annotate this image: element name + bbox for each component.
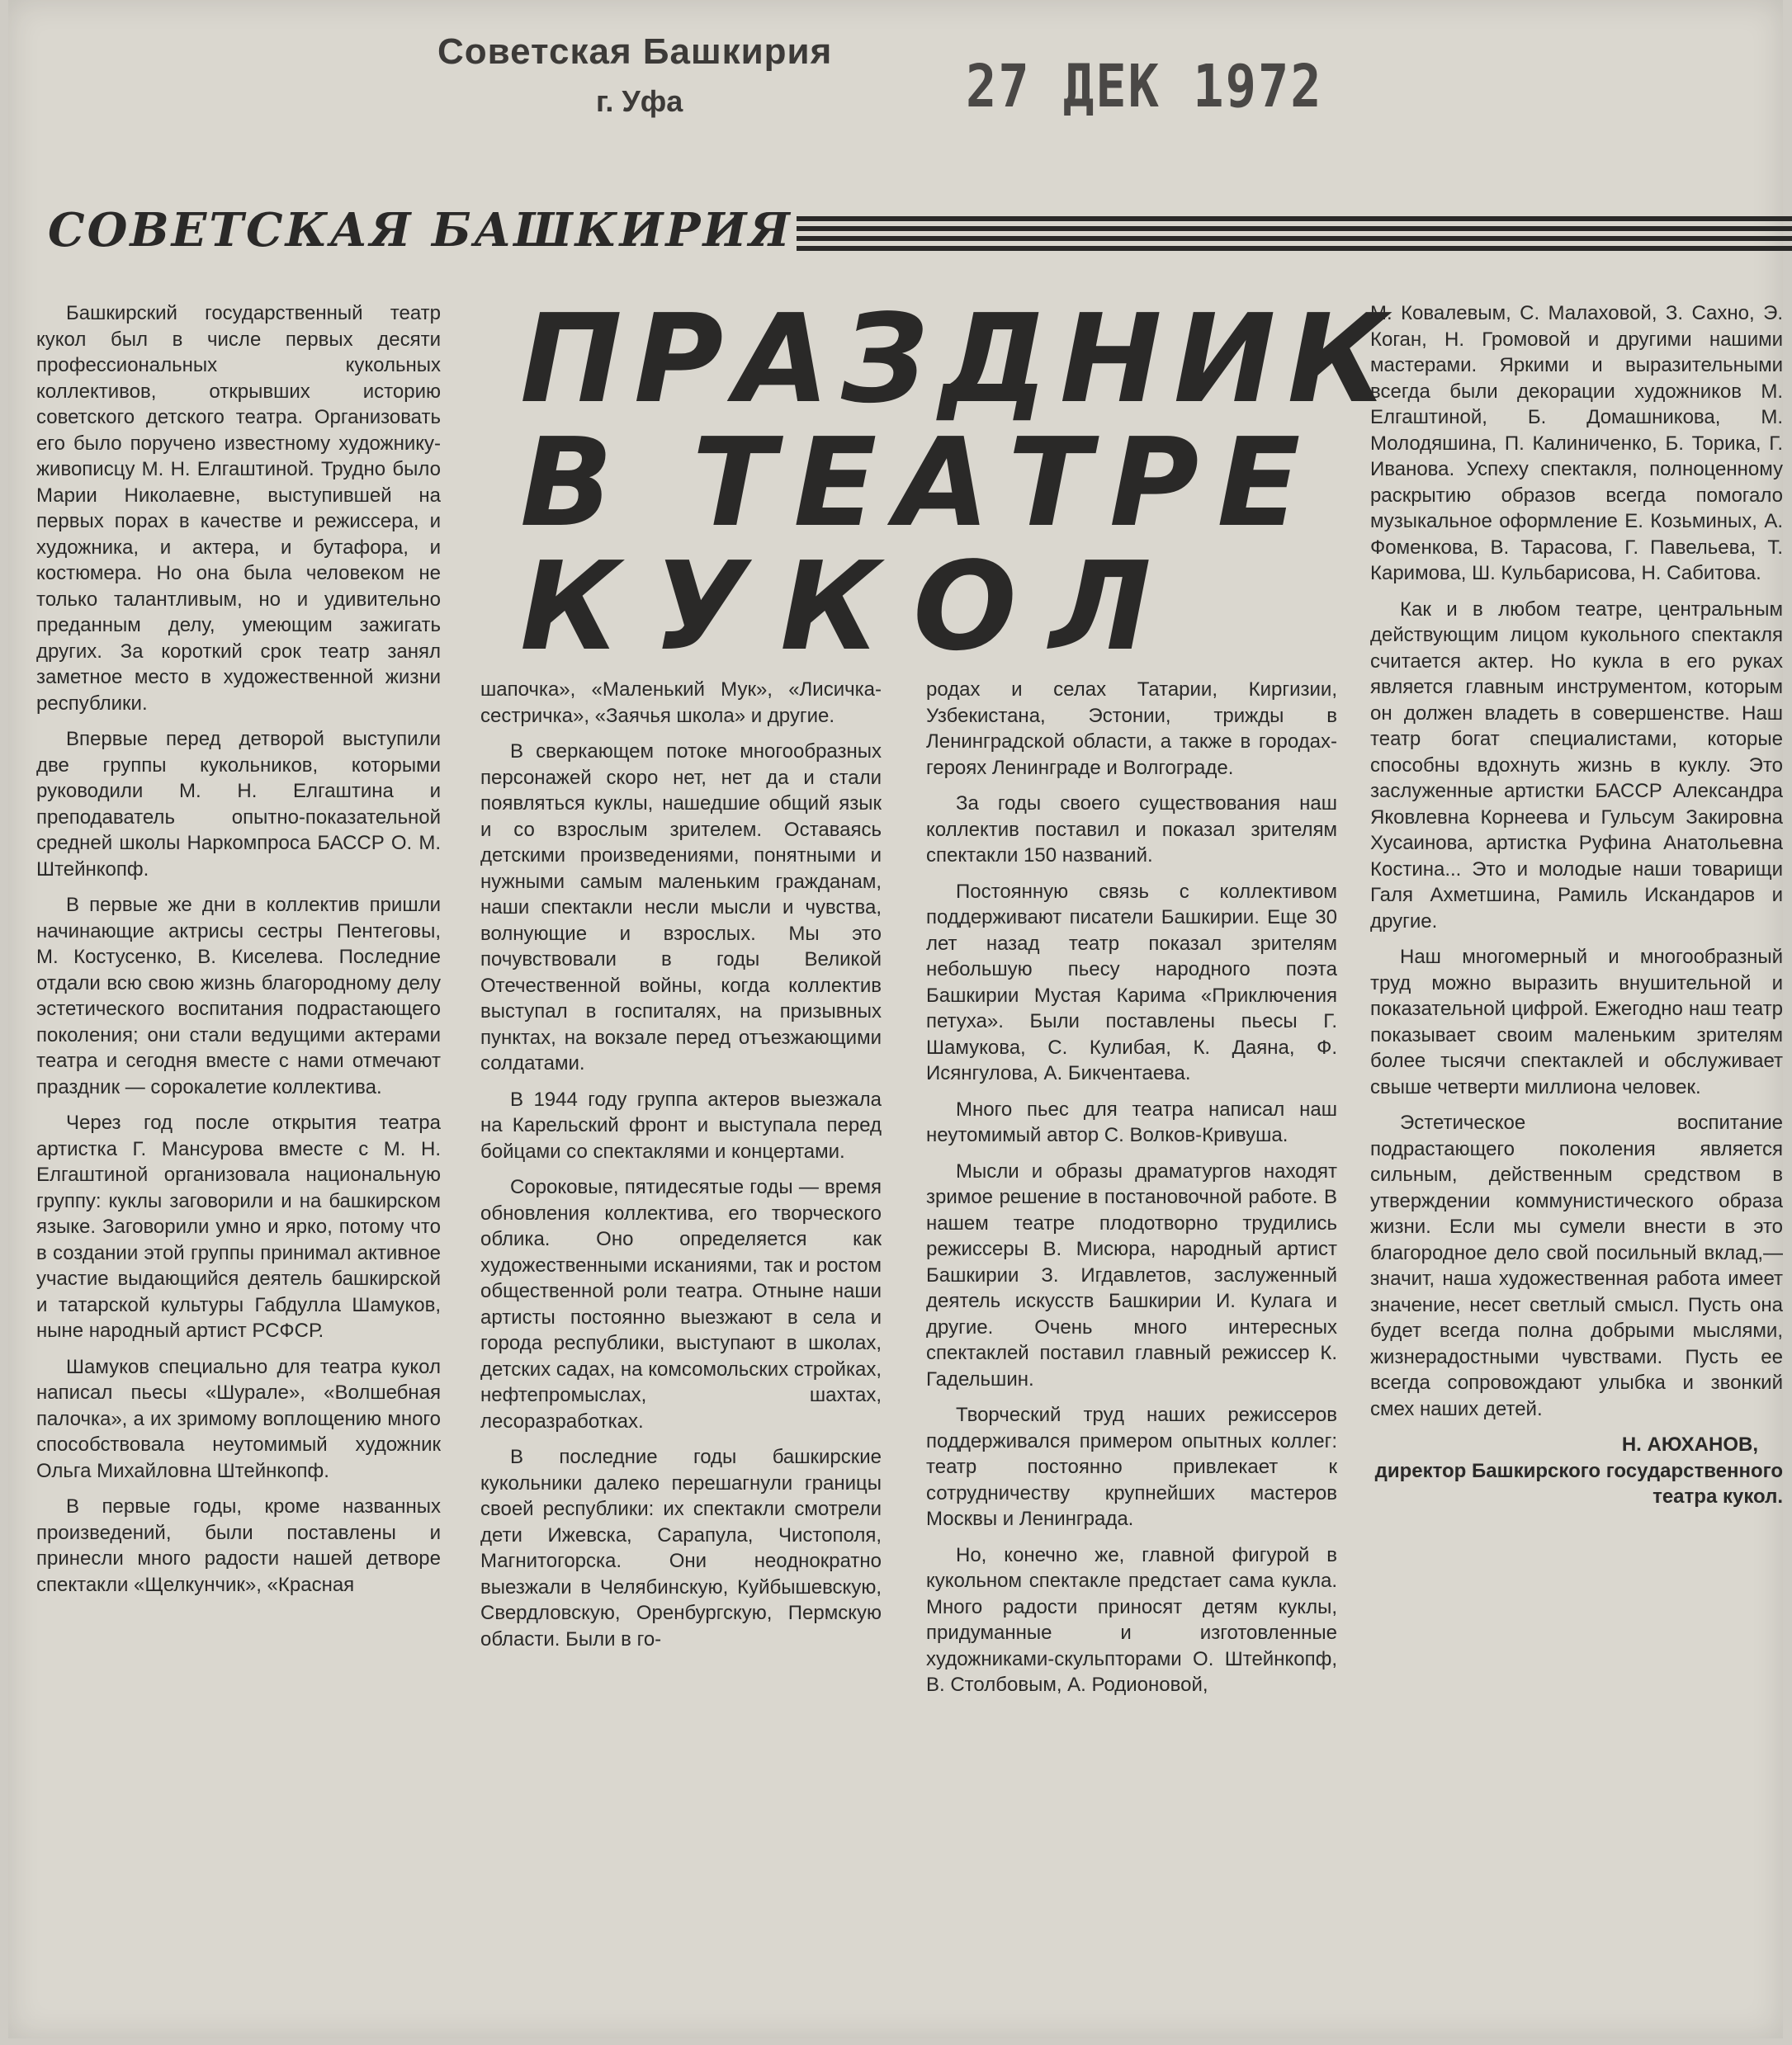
paragraph: родах и селах Татарии, Киргизии, Узбекистана, Эстонии, трижды в Ленинградской области, а также в городах-героях Ленинграде и Волгограде. — [926, 678, 1337, 779]
author-name: Н. АЮХАНОВ, — [1621, 1433, 1758, 1456]
article-column-4 — [1370, 300, 1783, 1510]
headline-line-3: КУКОЛ — [520, 536, 1184, 678]
article-column-1 — [36, 300, 441, 1608]
paragraph: Сороковые, пятидесятые годы — время обновления коллектива, его творческого облика. Оно определяется как художественными исканиями, так и ростом общественной роли театра. Отныне наши артисты постоянно выезжают в села и города республики, выступают в школах, детских садах, на комсомольских стройках, нефтепромыслах, шахтах, лесоразработках. — [480, 1176, 882, 1433]
paragraph: В последние годы башкирские кукольники далеко перешагнули границы своей республики: их спектакли смотрели дети Ижевска, Сарапула, Чистополя, Магнитогорска. Они неоднократно выезжали в Челябинскую, Куйбышевскую, Свердловскую, Оренбургскую, Пермскую области. Были в го- — [480, 1446, 882, 1651]
paragraph: Через год после открытия театра артистка Г. Мансурова вместе с М. Н. Елгаштиной организовала национальную группу: куклы заговорили и на башкирском языке. Заговорили умно и ярко, потому что в создании этой группы принимал активное участие выдающийся деятель башкирской и татарской культуры Габдулла Шамуков, ныне народный артист РСФСР. — [36, 1112, 441, 1342]
paragraph: Но, конечно же, главной фигурой в кукольном спектакле предстает сама кукла. Много радости приносят детям куклы, придуманные и изготовленные художниками-скульпторами О. Штейнкопф, В. Столбовым, А. Родионовой, — [926, 1543, 1337, 1696]
paragraph: Шамуков специально для театра кукол написал пьесы «Шурале», «Волшебная палочка», а их зримому воплощению много способствовала неутомимый художник Ольга Михайловна Штейнкопф. — [36, 1355, 441, 1482]
paragraph: В 1944 году группа актеров выезжала на Карельский фронт и выступала перед бойцами со спектаклями и концертами. — [480, 1088, 882, 1163]
paragraph: Постоянную связь с коллективом поддерживают писатели Башкирии. Еще 30 лет назад театр показал зрителям небольшую пьесу народного поэта Башкирии Мустая Карима «Приключения петуха». Были поставлены пьесы Г. Шамукова, С. Кулибая, К. Даяна, Ф. Исянгулова, А. Бикчентаева. — [926, 880, 1337, 1084]
paragraph: Впервые перед детворой выступили две группы кукольников, которыми руководили М. Н. Елгаштина и преподаватель опытно-показательной средней школы Наркомпроса БАССР О. М. Штейнкопф. — [36, 728, 441, 881]
paragraph: За годы своего существования наш коллектив поставил и показал зрителям спектакли 150 названий. — [926, 792, 1337, 867]
newspaper-clipping — [8, 0, 1783, 2038]
author-title: директор Башкирского государственного театра кукол. — [1374, 1459, 1783, 1508]
paragraph: Творческий труд наших режиссеров поддерживался примером опытных коллег: театр постоянно привлекает к сотрудничеству крупнейших мастеров Москвы и Ленинграда. — [926, 1404, 1337, 1530]
paragraph: Эстетическое воспитание подрастающего поколения является сильным, действенным средством в утверждении коммунистического образа жизни. Если мы сумели внести в это благородное дело свой посильный вклад,— значит, наша художественная работа имеет значение, несет светлый смысл. Пусть она будет всегда полна добрыми мыслями, жизнерадостными чувствами. Пусть ее всегда сопровождают улыбка и звонкий смех наших детей. — [1370, 1112, 1783, 1420]
paragraph: Много пьес для театра написал наш неутомимый автор С. Волков-Кривуша. — [926, 1098, 1337, 1146]
stamp-newspaper-name: Советская Башкирия — [437, 31, 833, 72]
paragraph: Как и в любом театре, центральным действующим лицом кукольного спектакля считается актер. Но кукла в его руках является главным инструментом, которым он должен владеть в совершенстве. Наш театр богат специалистами, которые способны вдохнуть жизнь в куклу. Это заслуженные артистки БАССР Александра Яковлевна Корнеева и Гульсум Закировна Хусаинова, артистка Руфина Анатольевна Костина... Это и молодые наши товарищи Галя Ахметшина, Рамиль Искандаров и другие. — [1370, 597, 1783, 933]
article-column-2 — [480, 677, 882, 1662]
signature — [1370, 1432, 1783, 1510]
masthead-rules — [797, 216, 1792, 261]
masthead: СОВЕТСКАЯ БАШКИРИЯ — [48, 203, 792, 257]
paragraph: В сверкающем потоке многообразных персонажей скоро нет, нет да и стали появляться куклы, нашедшие общий язык и со взрослым зрителем. Оставаясь детскими произведениями, понятными и нужными самым маленьким гражданам, наши спектакли несли мысли и чувства, волнующие и взрослых. Мы это почувствовали в годы Великой Отечественной войны, когда коллектив выступал в госпиталях, на призывных пунктах, на вокзале перед отъезжающими солдатами. — [480, 740, 882, 1074]
stamp-city: г. Уфа — [596, 84, 683, 118]
headline-line-1: ПРАЗДНИК — [520, 288, 1399, 430]
headline — [520, 288, 1399, 678]
paragraph: шапочка», «Маленький Мук», «Лисичка-сестричка», «Заячья школа» и другие. — [480, 678, 882, 727]
article-column-3 — [926, 677, 1337, 1708]
paragraph: В первые же дни в коллектив пришли начинающие актрисы сестры Пентеговы, М. Костусенко, В. Киселева. Последние отдали всю свою жизнь благородному делу эстетического воспитания подрастающего поколения; они стали ведущими актерами театра и сегодня вместе с нами отмечают праздник — сорокалетие коллектива. — [36, 894, 441, 1098]
stamp-date: 27 ДЕК 1972 — [966, 51, 1323, 121]
paragraph: В первые годы, кроме названных произведений, были поставлены и принесли много радости нашей детворе спектакли «Щелкунчик», «Красная — [36, 1495, 441, 1596]
headline-line-2: В ТЕАТРЕ — [520, 412, 1319, 554]
paragraph: Наш многомерный и многообразный труд можно выразить внушительной и показательной цифрой. Ежегодно наш театр показывает своим маленьким зрителям более тысячи спектаклей и обслуживает свыше четверти миллиона человек. — [1370, 946, 1783, 1098]
paragraph: Башкирский государственный театр кукол был в числе первых десяти профессиональных кукольных коллективов, открывших историю советского детского театра. Организовать его было поручено известному художнику-живописцу М. Н. Елгаштиной. Трудно было Марии Николаевне, выступившей на первых порах в качестве и режиссера, и художника, и актера, и бутафора, и костюмера. Но она была человеком не только талантливым, но и удивительно преданным делу, умеющим зажигать других. За короткий срок театр занял заметное место в художественной жизни республики. — [36, 302, 441, 715]
paragraph: М. Ковалевым, С. Малаховой, З. Сахно, Э. Коган, Н. Громовой и другими нашими мастерами. Яркими и выразительными всегда были декорации художников М. Елгаштиной, Б. Домашникова, М. Молодяшина, П. Калиниченко, Б. Торика, Г. Иванова. Успеху спектакля, полноценному раскрытию образов всегда помогало музыкальное оформление Е. Козьминых, А. Фоменкова, В. Тарасова, Г. Павельева, Т. Каримова, Ш. Кульбарисова, Н. Сабитова. — [1370, 302, 1783, 584]
paragraph: Мысли и образы драматургов находят зримое решение в постановочной работе. В нашем театре плодотворно трудились режиссеры В. Мисюра, народный артист Башкирии З. Игдавлетов, заслуженный деятель искусств Башкирии И. Кулага и другие. Очень много интересных спектаклей поставил главный режиссер К. Гадельшин. — [926, 1159, 1337, 1391]
